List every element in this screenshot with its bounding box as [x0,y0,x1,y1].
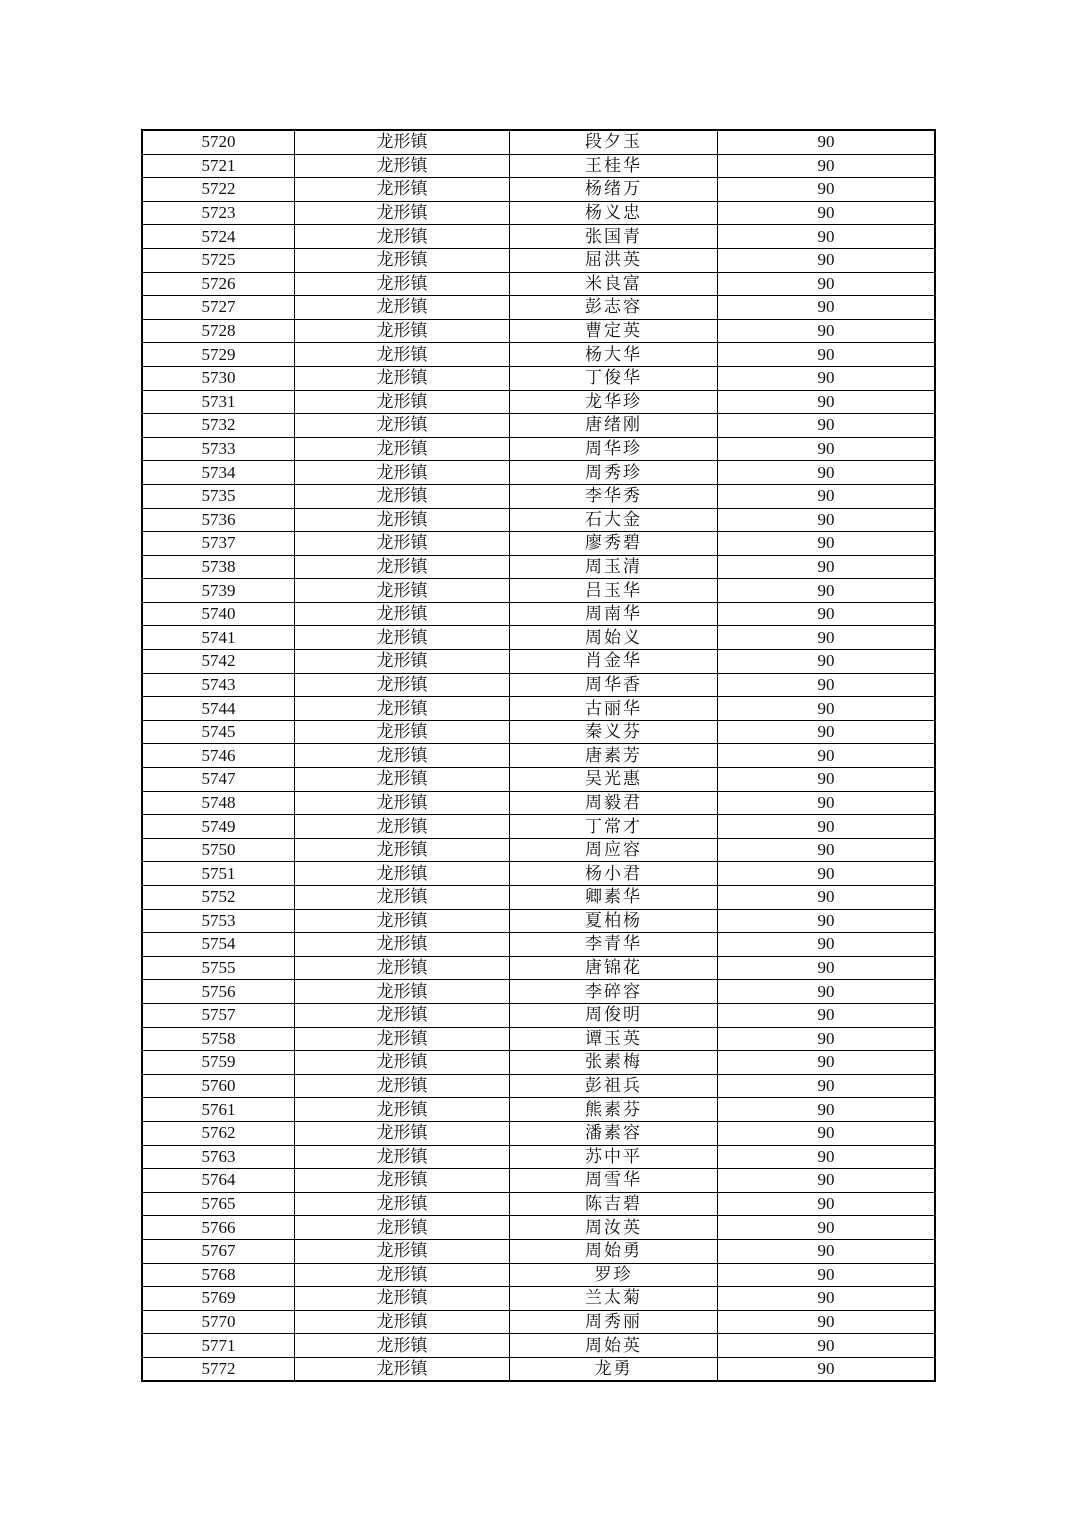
table-row [142,909,935,933]
row-number-cell: 5742 [142,650,295,674]
table-row [142,1169,935,1193]
row-number-cell: 5730 [142,366,295,390]
table-row [142,673,935,697]
row-number-cell: 5720 [142,130,295,154]
table-row [142,296,935,320]
person-name-cell: 周应容 [510,838,718,862]
row-number-cell: 5743 [142,673,295,697]
score-cell: 90 [718,366,936,390]
score-cell: 90 [718,248,936,272]
town-cell: 龙形镇 [295,980,510,1004]
row-number-cell: 5750 [142,838,295,862]
town-cell: 龙形镇 [295,484,510,508]
town-cell: 龙形镇 [295,1192,510,1216]
score-cell: 90 [718,390,936,414]
table-row [142,154,935,178]
table-row [142,768,935,792]
table-row [142,1145,935,1169]
score-cell: 90 [718,815,936,839]
person-name-cell: 石大金 [510,508,718,532]
row-number-cell: 5724 [142,225,295,249]
row-number-cell: 5727 [142,296,295,320]
score-cell: 90 [718,650,936,674]
roster-table [141,129,936,1382]
score-cell: 90 [718,626,936,650]
score-cell: 90 [718,296,936,320]
table-row [142,791,935,815]
score-cell: 90 [718,1003,936,1027]
table-row [142,1263,935,1287]
score-cell: 90 [718,744,936,768]
person-name-cell: 米良富 [510,272,718,296]
row-number-cell: 5738 [142,555,295,579]
score-cell: 90 [718,319,936,343]
town-cell: 龙形镇 [295,1310,510,1334]
person-name-cell: 周雪华 [510,1169,718,1193]
town-cell: 龙形镇 [295,720,510,744]
row-number-cell: 5748 [142,791,295,815]
row-number-cell: 5757 [142,1003,295,1027]
person-name-cell: 屈洪英 [510,248,718,272]
row-number-cell: 5744 [142,697,295,721]
score-cell: 90 [718,1074,936,1098]
person-name-cell: 龙勇 [510,1357,718,1381]
score-cell: 90 [718,532,936,556]
person-name-cell: 周秀丽 [510,1310,718,1334]
person-name-cell: 李碎容 [510,980,718,1004]
score-cell: 90 [718,178,936,202]
town-cell: 龙形镇 [295,579,510,603]
person-name-cell: 丁俊华 [510,366,718,390]
table-row [142,1334,935,1358]
town-cell: 龙形镇 [295,862,510,886]
row-number-cell: 5746 [142,744,295,768]
row-number-cell: 5769 [142,1287,295,1311]
score-cell: 90 [718,1263,936,1287]
town-cell: 龙形镇 [295,1216,510,1240]
row-number-cell: 5735 [142,484,295,508]
row-number-cell: 5762 [142,1121,295,1145]
table-row [142,272,935,296]
row-number-cell: 5761 [142,1098,295,1122]
score-cell: 90 [718,886,936,910]
row-number-cell: 5729 [142,343,295,367]
table-row [142,886,935,910]
table-row [142,1216,935,1240]
roster-body [142,130,935,1381]
score-cell: 90 [718,1051,936,1075]
town-cell: 龙形镇 [295,461,510,485]
table-row [142,1357,935,1381]
town-cell: 龙形镇 [295,1098,510,1122]
person-name-cell: 兰太菊 [510,1287,718,1311]
person-name-cell: 龙华珍 [510,390,718,414]
score-cell: 90 [718,1121,936,1145]
score-cell: 90 [718,579,936,603]
person-name-cell: 周玉清 [510,555,718,579]
person-name-cell: 王桂华 [510,154,718,178]
row-number-cell: 5754 [142,933,295,957]
town-cell: 龙形镇 [295,1169,510,1193]
table-row [142,1051,935,1075]
town-cell: 龙形镇 [295,673,510,697]
person-name-cell: 熊素芬 [510,1098,718,1122]
town-cell: 龙形镇 [295,886,510,910]
score-cell: 90 [718,201,936,225]
person-name-cell: 杨小君 [510,862,718,886]
person-name-cell: 周华香 [510,673,718,697]
table-row [142,532,935,556]
town-cell: 龙形镇 [295,1074,510,1098]
table-row [142,461,935,485]
score-cell: 90 [718,461,936,485]
town-cell: 龙形镇 [295,650,510,674]
person-name-cell: 彭祖兵 [510,1074,718,1098]
town-cell: 龙形镇 [295,296,510,320]
person-name-cell: 秦义芬 [510,720,718,744]
table-row [142,815,935,839]
town-cell: 龙形镇 [295,956,510,980]
row-number-cell: 5763 [142,1145,295,1169]
score-cell: 90 [718,1357,936,1381]
table-row [142,484,935,508]
person-name-cell: 丁常才 [510,815,718,839]
score-cell: 90 [718,343,936,367]
person-name-cell: 周俊明 [510,1003,718,1027]
row-number-cell: 5772 [142,1357,295,1381]
person-name-cell: 周汝英 [510,1216,718,1240]
table-row [142,626,935,650]
town-cell: 龙形镇 [295,225,510,249]
table-row [142,414,935,438]
person-name-cell: 张素梅 [510,1051,718,1075]
score-cell: 90 [718,484,936,508]
score-cell: 90 [718,130,936,154]
score-cell: 90 [718,414,936,438]
row-number-cell: 5722 [142,178,295,202]
town-cell: 龙形镇 [295,1051,510,1075]
person-name-cell: 杨大华 [510,343,718,367]
row-number-cell: 5733 [142,437,295,461]
town-cell: 龙形镇 [295,532,510,556]
row-number-cell: 5771 [142,1334,295,1358]
row-number-cell: 5767 [142,1239,295,1263]
town-cell: 龙形镇 [295,319,510,343]
table-row [142,1310,935,1334]
score-cell: 90 [718,862,936,886]
person-name-cell: 廖秀碧 [510,532,718,556]
town-cell: 龙形镇 [295,744,510,768]
row-number-cell: 5758 [142,1027,295,1051]
town-cell: 龙形镇 [295,1263,510,1287]
table-row [142,650,935,674]
score-cell: 90 [718,838,936,862]
person-name-cell: 李青华 [510,933,718,957]
person-name-cell: 周始义 [510,626,718,650]
person-name-cell: 周毅君 [510,791,718,815]
row-number-cell: 5739 [142,579,295,603]
table-row [142,697,935,721]
score-cell: 90 [718,1239,936,1263]
person-name-cell: 杨绪万 [510,178,718,202]
score-cell: 90 [718,1027,936,1051]
row-number-cell: 5755 [142,956,295,980]
town-cell: 龙形镇 [295,130,510,154]
score-cell: 90 [718,1098,936,1122]
person-name-cell: 周秀珍 [510,461,718,485]
table-row [142,980,935,1004]
table-row [142,720,935,744]
row-number-cell: 5728 [142,319,295,343]
score-cell: 90 [718,602,936,626]
score-cell: 90 [718,154,936,178]
town-cell: 龙形镇 [295,248,510,272]
table-row [142,933,935,957]
row-number-cell: 5747 [142,768,295,792]
row-number-cell: 5751 [142,862,295,886]
score-cell: 90 [718,1287,936,1311]
score-cell: 90 [718,1334,936,1358]
table-row [142,862,935,886]
town-cell: 龙形镇 [295,201,510,225]
score-cell: 90 [718,909,936,933]
score-cell: 90 [718,1192,936,1216]
row-number-cell: 5721 [142,154,295,178]
person-name-cell: 李华秀 [510,484,718,508]
score-cell: 90 [718,1145,936,1169]
score-cell: 90 [718,1169,936,1193]
row-number-cell: 5753 [142,909,295,933]
row-number-cell: 5736 [142,508,295,532]
town-cell: 龙形镇 [295,838,510,862]
person-name-cell: 周始勇 [510,1239,718,1263]
row-number-cell: 5765 [142,1192,295,1216]
table-row [142,744,935,768]
town-cell: 龙形镇 [295,1027,510,1051]
table-row [142,1027,935,1051]
town-cell: 龙形镇 [295,1334,510,1358]
row-number-cell: 5726 [142,272,295,296]
score-cell: 90 [718,768,936,792]
town-cell: 龙形镇 [295,768,510,792]
table-row [142,201,935,225]
table-row [142,248,935,272]
score-cell: 90 [718,508,936,532]
town-cell: 龙形镇 [295,1357,510,1381]
score-cell: 90 [718,933,936,957]
person-name-cell: 周始英 [510,1334,718,1358]
person-name-cell: 吴光惠 [510,768,718,792]
row-number-cell: 5752 [142,886,295,910]
table-row [142,437,935,461]
person-name-cell: 肖金华 [510,650,718,674]
town-cell: 龙形镇 [295,933,510,957]
score-cell: 90 [718,791,936,815]
row-number-cell: 5768 [142,1263,295,1287]
town-cell: 龙形镇 [295,1121,510,1145]
table-row [142,343,935,367]
row-number-cell: 5737 [142,532,295,556]
town-cell: 龙形镇 [295,1239,510,1263]
table-row [142,1003,935,1027]
town-cell: 龙形镇 [295,414,510,438]
person-name-cell: 夏柏杨 [510,909,718,933]
score-cell: 90 [718,720,936,744]
row-number-cell: 5760 [142,1074,295,1098]
town-cell: 龙形镇 [295,1003,510,1027]
table-row [142,602,935,626]
table-row [142,1192,935,1216]
town-cell: 龙形镇 [295,272,510,296]
town-cell: 龙形镇 [295,791,510,815]
row-number-cell: 5734 [142,461,295,485]
table-row [142,130,935,154]
row-number-cell: 5756 [142,980,295,1004]
person-name-cell: 段夕玉 [510,130,718,154]
score-cell: 90 [718,272,936,296]
person-name-cell: 张国青 [510,225,718,249]
table-row [142,178,935,202]
town-cell: 龙形镇 [295,508,510,532]
table-row [142,838,935,862]
table-row [142,319,935,343]
person-name-cell: 唐绪刚 [510,414,718,438]
town-cell: 龙形镇 [295,602,510,626]
row-number-cell: 5741 [142,626,295,650]
person-name-cell: 潘素容 [510,1121,718,1145]
row-number-cell: 5723 [142,201,295,225]
score-cell: 90 [718,956,936,980]
person-name-cell: 唐素芳 [510,744,718,768]
person-name-cell: 古丽华 [510,697,718,721]
row-number-cell: 5740 [142,602,295,626]
row-number-cell: 5732 [142,414,295,438]
table-row [142,1239,935,1263]
table-row [142,390,935,414]
score-cell: 90 [718,1310,936,1334]
town-cell: 龙形镇 [295,909,510,933]
score-cell: 90 [718,1216,936,1240]
person-name-cell: 陈吉碧 [510,1192,718,1216]
score-cell: 90 [718,437,936,461]
person-name-cell: 曹定英 [510,319,718,343]
town-cell: 龙形镇 [295,154,510,178]
town-cell: 龙形镇 [295,390,510,414]
town-cell: 龙形镇 [295,697,510,721]
person-name-cell: 罗珍 [510,1263,718,1287]
row-number-cell: 5731 [142,390,295,414]
town-cell: 龙形镇 [295,555,510,579]
score-cell: 90 [718,980,936,1004]
town-cell: 龙形镇 [295,1287,510,1311]
score-cell: 90 [718,673,936,697]
person-name-cell: 苏中平 [510,1145,718,1169]
score-cell: 90 [718,555,936,579]
row-number-cell: 5749 [142,815,295,839]
person-name-cell: 吕玉华 [510,579,718,603]
town-cell: 龙形镇 [295,437,510,461]
row-number-cell: 5725 [142,248,295,272]
score-cell: 90 [718,225,936,249]
person-name-cell: 彭志容 [510,296,718,320]
person-name-cell: 唐锦花 [510,956,718,980]
table-row [142,1287,935,1311]
row-number-cell: 5745 [142,720,295,744]
person-name-cell: 谭玉英 [510,1027,718,1051]
table-row [142,1098,935,1122]
town-cell: 龙形镇 [295,366,510,390]
row-number-cell: 5759 [142,1051,295,1075]
score-cell: 90 [718,697,936,721]
table-row [142,579,935,603]
town-cell: 龙形镇 [295,1145,510,1169]
table-row [142,555,935,579]
town-cell: 龙形镇 [295,343,510,367]
table-row [142,1074,935,1098]
person-name-cell: 周华珍 [510,437,718,461]
table-row [142,225,935,249]
row-number-cell: 5764 [142,1169,295,1193]
person-name-cell: 杨义忠 [510,201,718,225]
row-number-cell: 5770 [142,1310,295,1334]
table-row [142,366,935,390]
table-row [142,508,935,532]
table-row [142,1121,935,1145]
row-number-cell: 5766 [142,1216,295,1240]
person-name-cell: 卿素华 [510,886,718,910]
person-name-cell: 周南华 [510,602,718,626]
town-cell: 龙形镇 [295,178,510,202]
table-row [142,956,935,980]
town-cell: 龙形镇 [295,815,510,839]
town-cell: 龙形镇 [295,626,510,650]
